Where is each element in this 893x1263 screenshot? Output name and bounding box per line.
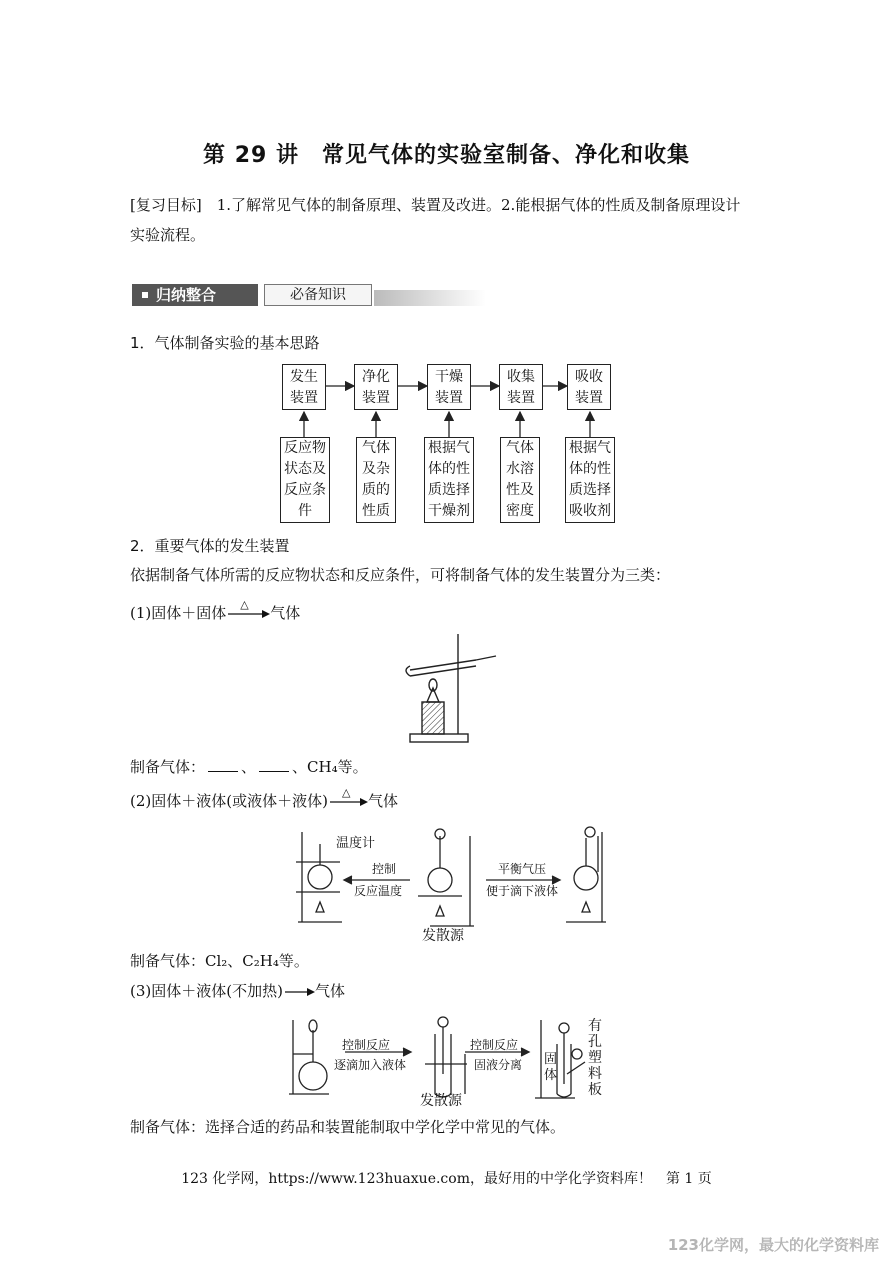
section-2-heading: 2．重要气体的发生装置 <box>130 537 290 555</box>
watermark: 123化学网，最大的化学资料库 <box>667 1236 879 1254</box>
flow-step-generate: 发生 装置 <box>282 364 326 410</box>
goal-line-1: [复习目标] 1.了解常见气体的制备原理、装置及改进。2.能根据气体的性质及制备原理设计 <box>130 196 741 214</box>
case-3-gases: 制备气体：选择合适的药品和装置能制取中学化学中常见的气体。 <box>130 1118 566 1136</box>
label-a1: 控制反应 <box>342 1038 391 1052</box>
heat-symbol: △ <box>341 786 351 799</box>
flow-basis-purify: 气体 及杂 质的 性质 <box>356 437 396 523</box>
section-2-intro: 依据制备气体所需的反应物状态和反应条件，可将制备气体的发生装置分为三类： <box>130 566 671 584</box>
apparatus-solid-solid-heating <box>400 630 510 750</box>
label-solid: 固体 <box>544 1052 558 1083</box>
banner-main: 归纳整合 <box>132 284 258 306</box>
goal-line-2: 实验流程。 <box>130 226 206 244</box>
label-perforated-plate: 有孔塑料板 <box>588 1018 602 1098</box>
case-1-equation: (1)固体＋固体 △ 气体 <box>130 598 300 628</box>
label-source: 发散源 <box>422 928 464 944</box>
case-2-gases: 制备气体：Cl₂、C₂H₄等。 <box>130 952 309 970</box>
flow-step-collect: 收集 装置 <box>499 364 543 410</box>
flowchart <box>0 0 893 530</box>
blank-2 <box>259 757 289 772</box>
label-a2: 逐滴加入液体 <box>334 1058 407 1072</box>
case-3-equation: (3)固体＋液体(不加热) 气体 <box>130 982 345 1000</box>
flow-step-purify: 净化 装置 <box>354 364 398 410</box>
blank-1 <box>208 757 238 772</box>
label-b1: 控制反应 <box>470 1038 519 1052</box>
arrow-icon <box>283 988 315 996</box>
label-source-3: 发散源 <box>420 1093 462 1109</box>
flow-basis-dry: 根据气 体的性 质选择 干燥剂 <box>424 437 474 523</box>
page-title: 第 29 讲 常见气体的实验室制备、净化和收集 <box>203 143 690 168</box>
label-balance-2: 便于滴下液体 <box>486 884 559 898</box>
banner-sub: 必备知识 <box>264 284 372 306</box>
flow-basis-generate: 反应物 状态及 反应条 件 <box>280 437 330 523</box>
case-1-gases: 制备气体： 、 、CH₄等。 <box>130 758 368 776</box>
arrow-icon <box>226 610 270 618</box>
flow-basis-absorb: 根据气 体的性 质选择 吸收剂 <box>565 437 615 523</box>
label-control-2: 反应温度 <box>354 884 403 898</box>
case-2-equation: (2)固体＋液体(或液体＋液体) △ 气体 <box>130 786 398 816</box>
section-1-heading: 1．气体制备实验的基本思路 <box>130 334 320 352</box>
label-b2: 固液分离 <box>474 1058 523 1072</box>
flow-step-absorb: 吸收 装置 <box>567 364 611 410</box>
page-footer: 123 化学网，https://www.123huaxue.com，最好用的中学化学资料库！ 第 1 页 <box>181 1171 712 1187</box>
label-balance-1: 平衡气压 <box>498 862 547 876</box>
heat-symbol: △ <box>240 598 249 611</box>
arrow-icon <box>328 798 368 806</box>
flow-step-dry: 干燥 装置 <box>427 364 471 410</box>
label-thermometer: 温度计 <box>336 836 376 851</box>
flow-basis-collect: 气体 水溶 性及 密度 <box>500 437 540 523</box>
label-control-1: 控制 <box>372 862 397 876</box>
